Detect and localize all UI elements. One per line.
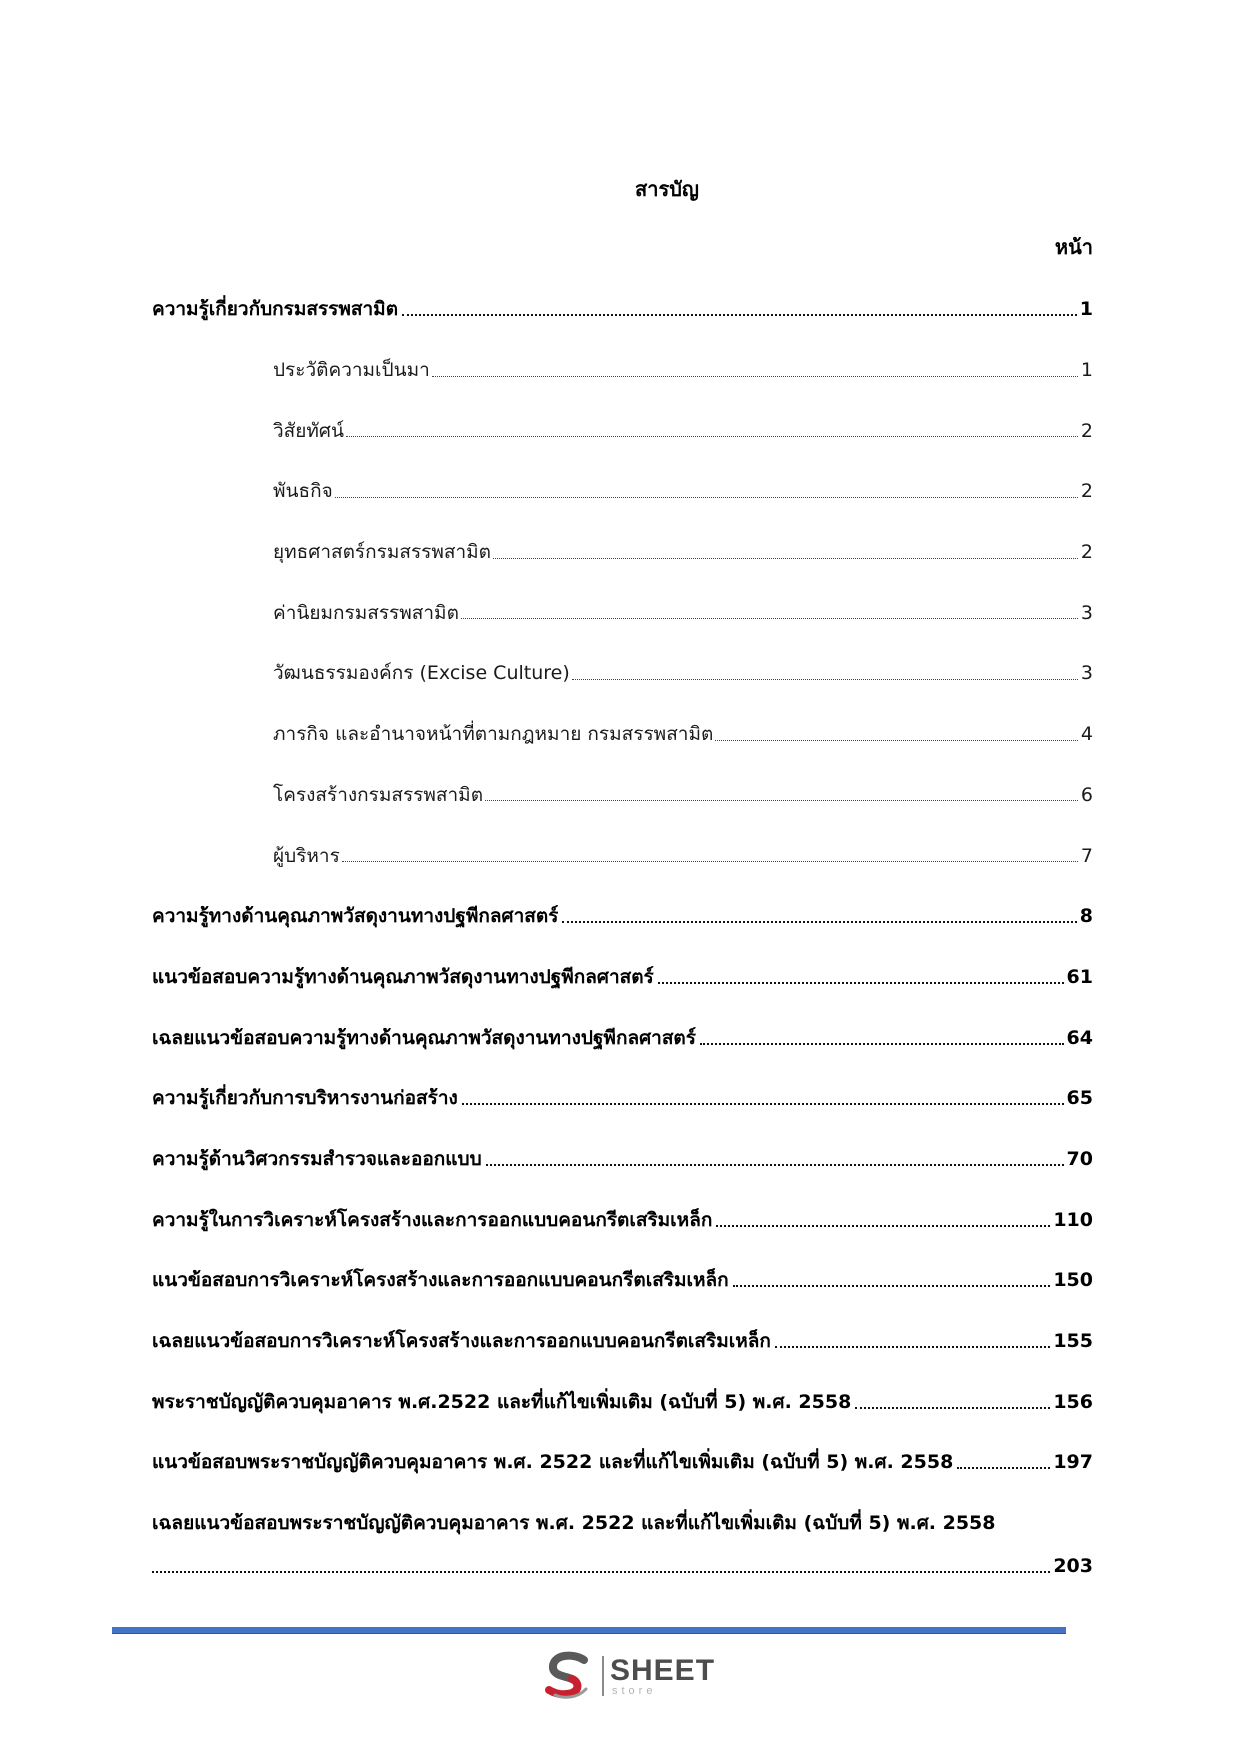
dot-leader bbox=[715, 728, 1078, 741]
toc-entry-label: ความรู้เกี่ยวกับกรมสรรพสามิต bbox=[152, 298, 399, 321]
dot-leader bbox=[733, 1273, 1051, 1287]
dot-leader bbox=[716, 1213, 1050, 1227]
toc-entry-page: 3 bbox=[1080, 662, 1093, 685]
table-of-contents bbox=[152, 279, 1093, 1579]
toc-entry-page: 1 bbox=[1080, 359, 1093, 382]
toc-entry-label: ความรู้ในการวิเคราะห์โครงสร้างและการออกแบบคอนกรีตเสริมเหล็ก bbox=[152, 1208, 713, 1231]
toc-subentry bbox=[152, 461, 1093, 522]
dot-leader bbox=[486, 1152, 1064, 1166]
toc-subentry bbox=[152, 340, 1093, 401]
toc-entry bbox=[152, 1311, 1093, 1372]
dot-leader bbox=[485, 788, 1078, 801]
page-title: สารบัญ bbox=[635, 177, 699, 201]
dot-leader bbox=[152, 1559, 1050, 1573]
toc-entry-page: 61 bbox=[1066, 965, 1093, 988]
toc-entry-page: 65 bbox=[1066, 1087, 1093, 1110]
logo-divider bbox=[602, 1656, 604, 1696]
dot-leader bbox=[335, 485, 1078, 498]
toc-subentry bbox=[152, 582, 1093, 643]
toc-entry-page: 64 bbox=[1066, 1026, 1093, 1049]
toc-entry-page: 2 bbox=[1080, 480, 1093, 503]
dot-leader bbox=[432, 364, 1078, 377]
toc-entry-page: 3 bbox=[1080, 601, 1093, 624]
toc-entry-page: 8 bbox=[1079, 905, 1093, 928]
toc-entry-label: เฉลยแนวข้อสอบความรู้ทางด้านคุณภาพวัสดุงานทางปฐพีกลศาสตร์ bbox=[152, 1026, 696, 1049]
dot-leader bbox=[562, 909, 1076, 923]
dot-leader bbox=[493, 546, 1078, 559]
toc-entry-label: ผู้บริหาร bbox=[273, 844, 340, 867]
dot-leader bbox=[462, 1091, 1064, 1105]
toc-entry bbox=[152, 1371, 1093, 1432]
toc-entry-label: วิสัยทัศน์ bbox=[273, 419, 344, 442]
dot-leader bbox=[346, 424, 1078, 437]
dot-leader bbox=[855, 1395, 1050, 1409]
toc-entry-page: 197 bbox=[1053, 1451, 1093, 1474]
toc-entry-page: 2 bbox=[1080, 419, 1093, 442]
toc-entry-label: ความรู้เกี่ยวกับการบริหารงานก่อสร้าง bbox=[152, 1087, 458, 1110]
footer-divider bbox=[112, 1627, 1066, 1634]
dot-leader bbox=[572, 667, 1078, 680]
toc-entry-page: 203 bbox=[1053, 1555, 1093, 1578]
dot-leader bbox=[957, 1455, 1050, 1469]
toc-entry-second-line bbox=[152, 1553, 1093, 1579]
toc-entry-label: เฉลยแนวข้อสอบการวิเคราะห์โครงสร้างและการออกแบบคอนกรีตเสริมเหล็ก bbox=[152, 1330, 771, 1353]
toc-entry-label: ภารกิจ และอำนาจหน้าที่ตามกฎหมาย กรมสรรพสามิต bbox=[273, 723, 714, 746]
toc-entry-page: 155 bbox=[1053, 1330, 1093, 1353]
toc-entry bbox=[152, 1068, 1093, 1129]
dot-leader bbox=[775, 1334, 1050, 1348]
toc-entry bbox=[152, 947, 1093, 1008]
toc-entry-page: 2 bbox=[1080, 541, 1093, 564]
dot-leader bbox=[342, 849, 1078, 862]
toc-entry bbox=[152, 1189, 1093, 1250]
toc-entry-label: วัฒนธรรมองค์กร (Excise Culture) bbox=[273, 662, 570, 685]
toc-entry bbox=[152, 1007, 1093, 1068]
toc-entry-page: 4 bbox=[1080, 723, 1093, 746]
toc-subentry bbox=[152, 643, 1093, 704]
toc-entry bbox=[152, 1250, 1093, 1311]
toc-entry-first-line bbox=[152, 1493, 1093, 1554]
toc-entry-label: แนวข้อสอบความรู้ทางด้านคุณภาพวัสดุงานทางปฐพีกลศาสตร์ bbox=[152, 965, 654, 988]
dot-leader bbox=[402, 302, 1077, 316]
toc-entry-page: 7 bbox=[1080, 844, 1093, 867]
toc-entry-label: ความรู้ทางด้านคุณภาพวัสดุงานทางปฐพีกลศาสตร์ bbox=[152, 905, 559, 928]
toc-entry-label: พระราชบัญญัติควบคุมอาคาร พ.ศ.2522 และที่แก้ไขเพิ่มเติม (ฉบับที่ 5) พ.ศ. 2558 bbox=[152, 1390, 852, 1413]
dot-leader bbox=[700, 1031, 1064, 1045]
logo-subtext: store bbox=[612, 1684, 657, 1697]
page-column-header: หน้า bbox=[1054, 235, 1093, 259]
toc-entry bbox=[152, 886, 1093, 947]
toc-entry bbox=[152, 279, 1093, 340]
toc-entry-page: 1 bbox=[1079, 298, 1093, 321]
toc-entry-label: โครงสร้างกรมสรรพสามิต bbox=[273, 783, 484, 806]
toc-entry-label: ยุทธศาสตร์กรมสรรพสามิต bbox=[273, 541, 492, 564]
logo-wordmark bbox=[610, 1653, 716, 1697]
toc-entry-page: 6 bbox=[1080, 783, 1093, 806]
dot-leader bbox=[461, 606, 1078, 619]
s-logo-icon bbox=[540, 1651, 598, 1701]
toc-entry-label: แนวข้อสอบการวิเคราะห์โครงสร้างและการออกแบบคอนกรีตเสริมเหล็ก bbox=[152, 1269, 729, 1292]
toc-entry-label: เฉลยแนวข้อสอบพระราชบัญญัติควบคุมอาคาร พ.ศ. 2522 และที่แก้ไขเพิ่มเติม (ฉบับที่ 5) พ.ศ. 2558 bbox=[152, 1512, 996, 1535]
toc-entry-label: ประวัติความเป็นมา bbox=[273, 359, 430, 382]
toc-subentry bbox=[152, 825, 1093, 886]
toc-entry-label: แนวข้อสอบพระราชบัญญัติควบคุมอาคาร พ.ศ. 2522 และที่แก้ไขเพิ่มเติม (ฉบับที่ 5) พ.ศ. 2558 bbox=[152, 1451, 954, 1474]
toc-subentry bbox=[152, 704, 1093, 765]
toc-subentry bbox=[152, 400, 1093, 461]
toc-entry bbox=[152, 1432, 1093, 1493]
toc-entry-page: 156 bbox=[1053, 1390, 1093, 1413]
toc-entry bbox=[152, 1493, 1093, 1580]
toc-entry-page: 110 bbox=[1053, 1208, 1093, 1231]
toc-subentry bbox=[152, 765, 1093, 826]
toc-entry bbox=[152, 1129, 1093, 1190]
dot-leader bbox=[658, 970, 1064, 984]
toc-entry-page: 70 bbox=[1066, 1147, 1093, 1170]
toc-entry-label: ค่านิยมกรมสรรพสามิต bbox=[273, 601, 459, 624]
logo-text: SHEET bbox=[610, 1653, 716, 1687]
sheet-store-logo bbox=[540, 1650, 730, 1702]
toc-entry-label: พันธกิจ bbox=[273, 480, 333, 503]
toc-subentry bbox=[152, 522, 1093, 583]
toc-entry-page: 150 bbox=[1053, 1269, 1093, 1292]
toc-entry-label: ความรู้ด้านวิศวกรรมสำรวจและออกแบบ bbox=[152, 1147, 482, 1170]
